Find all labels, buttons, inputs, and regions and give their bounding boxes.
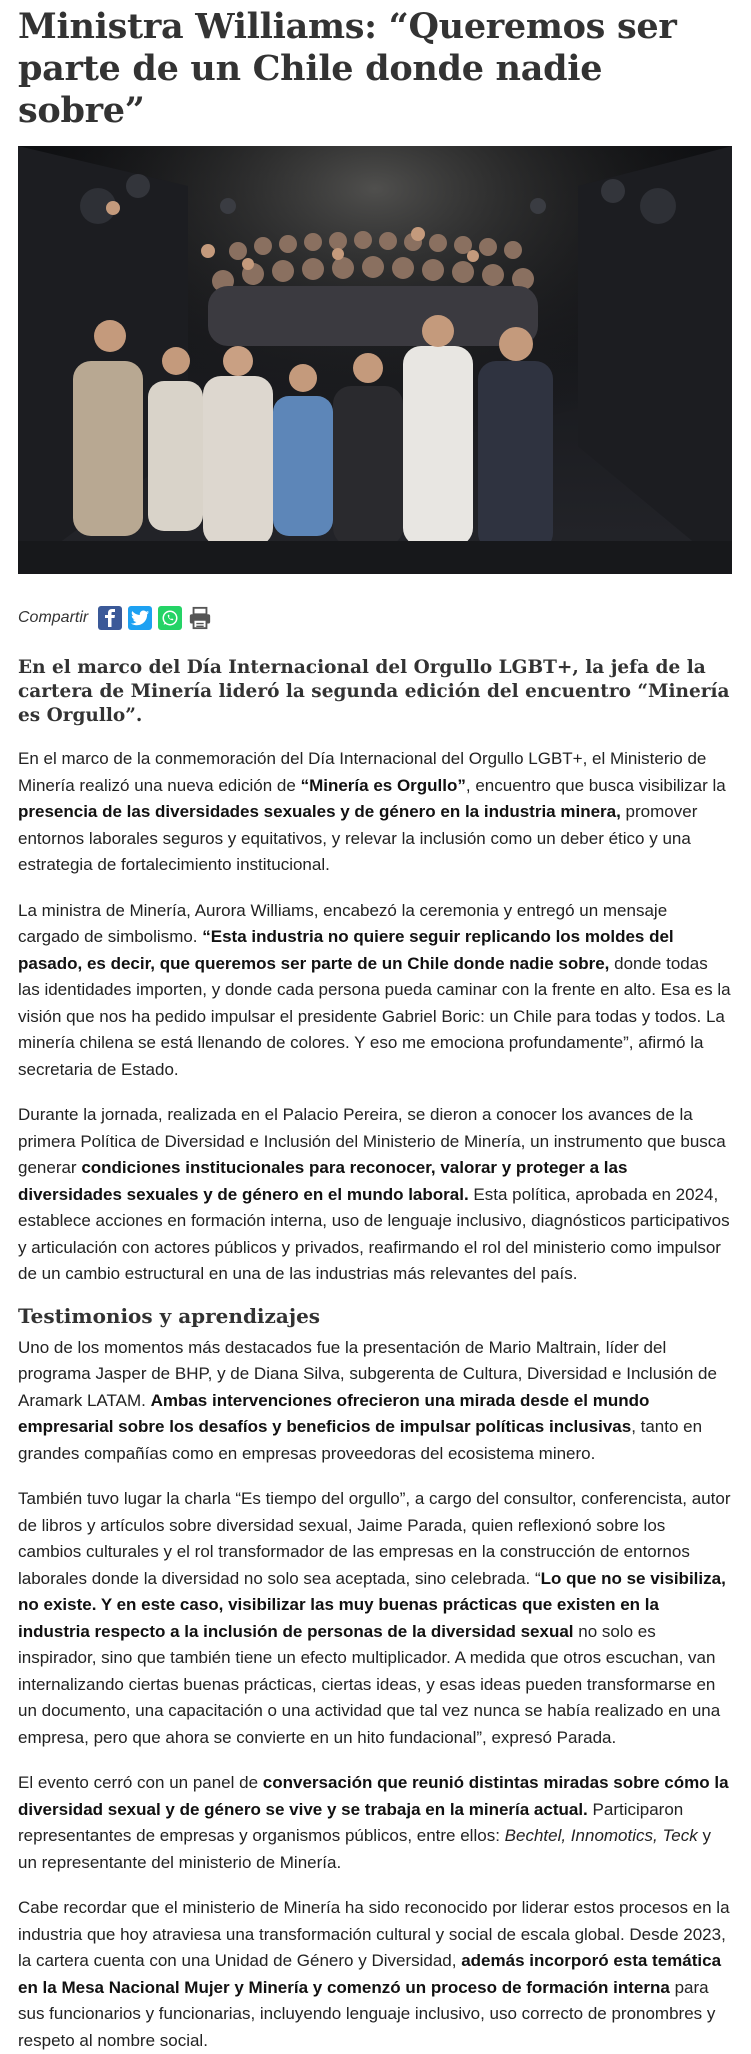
p6-bold-1: conversación que reunió distintas miradas sobre cómo la diversidad sexual y de género se vive y se trabaja en la minería actual. bbox=[18, 1773, 729, 1819]
p6-text-1: El evento cerró con un panel de bbox=[18, 1773, 263, 1792]
facebook-share-button[interactable] bbox=[98, 606, 122, 630]
print-button[interactable] bbox=[188, 606, 212, 630]
p4-text-2: , tanto en grandes compañías como en empresas proveedoras del ecosistema minero. bbox=[18, 1417, 703, 1463]
p5-text-2: no solo es inspirador, sino que también tiene un efecto multiplicador. A medida que otros escuchan, van internalizando ciertas buenas prácticas, ciertas ideas, y esas ideas pueden transformarse en un documento, una capacitación o una actividad que tal vez nunca se había realizado en una empresa, pero que ahora se convierte en un hito fundacional”, expresó Parada. bbox=[18, 1621, 721, 1747]
p1-bold-1: “Minería es Orgullo” bbox=[300, 775, 466, 795]
whatsapp-share-button[interactable] bbox=[158, 606, 182, 630]
share-bar bbox=[18, 604, 733, 632]
p7-text-2: para sus funcionarios y funcionarias, incluyendo lenguaje inclusivo, uso correcto de pronombres y respeto al nombre social. bbox=[18, 1977, 716, 2050]
group-photo-illustration bbox=[18, 146, 732, 574]
p3-bold-1: condiciones institucionales para reconocer, valorar y proteger a las diversidades sexuales y de género en el mundo laboral. bbox=[18, 1158, 628, 1204]
whatsapp-icon bbox=[161, 609, 179, 627]
article-title: Ministra Williams: “Queremos ser parte de un Chile donde nadie sobre” bbox=[18, 6, 677, 131]
p4-text-1: Uno de los momentos más destacados fue la presentación de Mario Maltrain, líder del programa Jasper de BHP, y de Diana Silva, subgerenta de Cultura, Diversidad e Inclusión de Aramark LATAM. bbox=[18, 1337, 717, 1410]
p2-text-2: donde todas las identidades importen, y donde cada persona pueda caminar con la frente en alto. Esa es la visión que nos ha pedido impulsar el presidente Gabriel Boric: un Chile para todas y todos. La minería chilena se está llenando de colores. Y eso me emociona profundamente”, afirmó la secretaria de Estado. bbox=[18, 953, 731, 1079]
article bbox=[0, 6, 751, 2054]
article-photo bbox=[18, 146, 732, 574]
p3-text-1: Durante la jornada, realizada en el Palacio Pereira, se dieron a conocer los avances de la primera Política de Diversidad e Inclusión del Ministerio de Minería, un instrumento que busca generar bbox=[18, 1105, 726, 1177]
p6-text-2: Participaron representantes de empresas y organismos públicos, entre ellos: bbox=[18, 1799, 684, 1845]
paragraph-1 bbox=[18, 746, 733, 879]
p1-text-3: promover entornos laborales seguros y equitativos, y relevar la inclusión como un deber ético y una estrategia de fortalecimiento institucional. bbox=[18, 802, 698, 874]
paragraph-3 bbox=[18, 1102, 733, 1288]
p7-text-1: Cabe recordar que el ministerio de Minería ha sido reconocido por liderar estos procesos en la industria que hoy atraviesa una transformación cultural y social de escala global. Desde 2023, la cartera cuenta con una Unidad de Género y Diversidad, bbox=[18, 1898, 730, 1970]
p6-italic-1: Bechtel, Innomotics, Teck bbox=[504, 1826, 698, 1845]
paragraph-5 bbox=[18, 1486, 733, 1751]
p4-bold-1: Ambas intervenciones ofrecieron una mirada desde el mundo empresarial sobre los desafíos y beneficios de impulsar políticas inclusivas bbox=[18, 1390, 650, 1436]
p7-bold-1: además incorporó esta temática en la Mesa Nacional Mujer y Minería y comenzó un proceso de formación interna bbox=[18, 1951, 722, 1997]
twitter-share-button[interactable] bbox=[128, 606, 152, 630]
p1-text-2: , encuentro que busca visibilizar la bbox=[465, 775, 726, 795]
article-lead: En el marco del Día Internacional del Orgullo LGBT+, la jefa de la cartera de Minería lideró la segunda edición del encuentro “Minería es Orgullo”. bbox=[18, 657, 730, 726]
p2-text-1: La ministra de Minería, Aurora Williams, encabezó la ceremonia y entregó un mensaje cargado de simbolismo. bbox=[18, 900, 668, 946]
p6-text-3: y un representante del ministerio de Minería. bbox=[18, 1826, 711, 1872]
p2-bold-1: “Esta industria no quiere seguir replicando los moldes del pasado, es decir, que queremos ser parte de un Chile donde nadie sobre, bbox=[18, 927, 674, 973]
p5-bold-1: Lo que no se visibiliza, no existe. Y en este caso, visibilizar las muy buenas prácticas que existen en la industria respecto a la inclusión de personas de la diversidad sexual bbox=[18, 1568, 726, 1641]
facebook-icon bbox=[103, 609, 117, 627]
section-heading: Testimonios y aprendizajes bbox=[18, 1303, 321, 1328]
p1-bold-2: presencia de las diversidades sexuales y de género en la industria minera, bbox=[18, 802, 621, 821]
p3-text-2: Esta política, aprobada en 2024, establece acciones en formación interna, uso de lenguaje inclusivo, diagnósticos participativos y articulación con actores públicos y privados, reafirmando el rol del ministerio como impulsor de un cambio estructural en una de las industrias más relevantes del país. bbox=[18, 1184, 730, 1283]
share-label: Compartir bbox=[18, 609, 89, 626]
p1-text-1: En el marco de la conmemoración del Día Internacional del Orgullo LGBT+, el Ministerio de Minería realizó una nueva edición de bbox=[18, 749, 707, 795]
p5-text-1: También tuvo lugar la charla “Es tiempo del orgullo”, a cargo del consultor, conferencista, autor de libros y artículos sobre diversidad sexual, Jaime Parada, quien reflexionó sobre los cambios culturales y el rol transformador de las empresas en la construcción de entornos laborales donde la diversidad no solo sea aceptada, sino celebrada. “ bbox=[18, 1489, 731, 1588]
paragraph-7 bbox=[18, 1895, 733, 2054]
paragraph-4 bbox=[18, 1335, 733, 1468]
twitter-icon bbox=[131, 610, 149, 626]
print-icon bbox=[188, 605, 212, 631]
paragraph-2 bbox=[18, 898, 733, 1084]
paragraph-6 bbox=[18, 1770, 733, 1876]
